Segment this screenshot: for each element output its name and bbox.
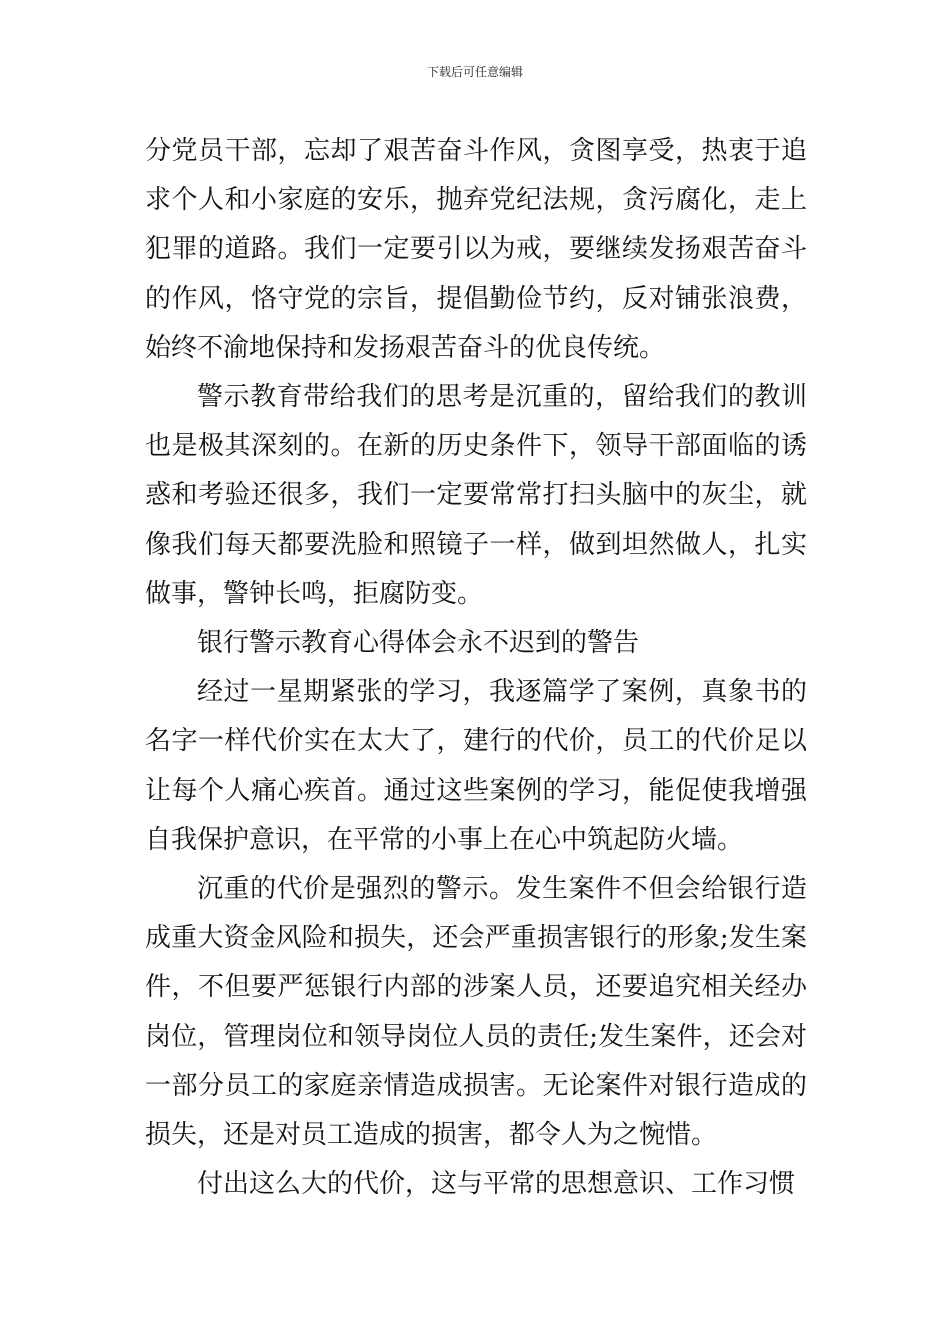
section-heading: 银行警示教育心得体会永不迟到的警告 xyxy=(197,628,640,659)
paragraph-1: 分党员干部，忘却了艰苦奋斗作风，贪图享受，热衷于追求个人和小家庭的安乐，抛弃党纪法规，贪污腐化，走上犯罪的道路。我们一定要引以为戒，要继续发扬艰苦奋斗的作风，恪守党的宗旨，提倡勤俭节约，反对铺张浪费，始终不渝地保持和发扬艰苦奋斗的优良传统。 xyxy=(145,136,807,363)
paragraph-3: 经过一星期紧张的学习，我逐篇学了案例，真象书的名字一样代价实在太大了，建行的代价，员工的代价足以让每个人痛心疾首。通过这些案例的学习，能促使我增强自我保护意识，在平常的小事上在心中筑起防火墙。 xyxy=(145,677,807,855)
page-header-note: 下载后可任意编辑 xyxy=(426,65,523,79)
paragraph-2: 警示教育带给我们的思考是沉重的，留给我们的教训也是极其深刻的。在新的历史条件下，领导干部面临的诱惑和考验还很多，我们一定要常常打扫头脑中的灰尘，就像我们每天都要洗脸和照镜子一样，做到坦然做人，扎实做事，警钟长鸣，拒腐防变。 xyxy=(145,382,807,609)
document-body xyxy=(145,127,807,1209)
paragraph-5: 付出这么大的代价，这与平常的思想意识、工作习惯 xyxy=(197,1169,796,1200)
paragraph-4: 沉重的代价是强烈的警示。发生案件不但会给银行造成重大资金风险和损失，还会严重损害银行的形象;发生案件，不但要严惩银行内部的涉案人员，还要追究相关经办岗位，管理岗位和领导岗位人员的责任;发生案件，还会对一部分员工的家庭亲情造成损害。无论案件对银行造成的损失，还是对员工造成的损害，都令人为之惋惜。 xyxy=(145,874,807,1151)
